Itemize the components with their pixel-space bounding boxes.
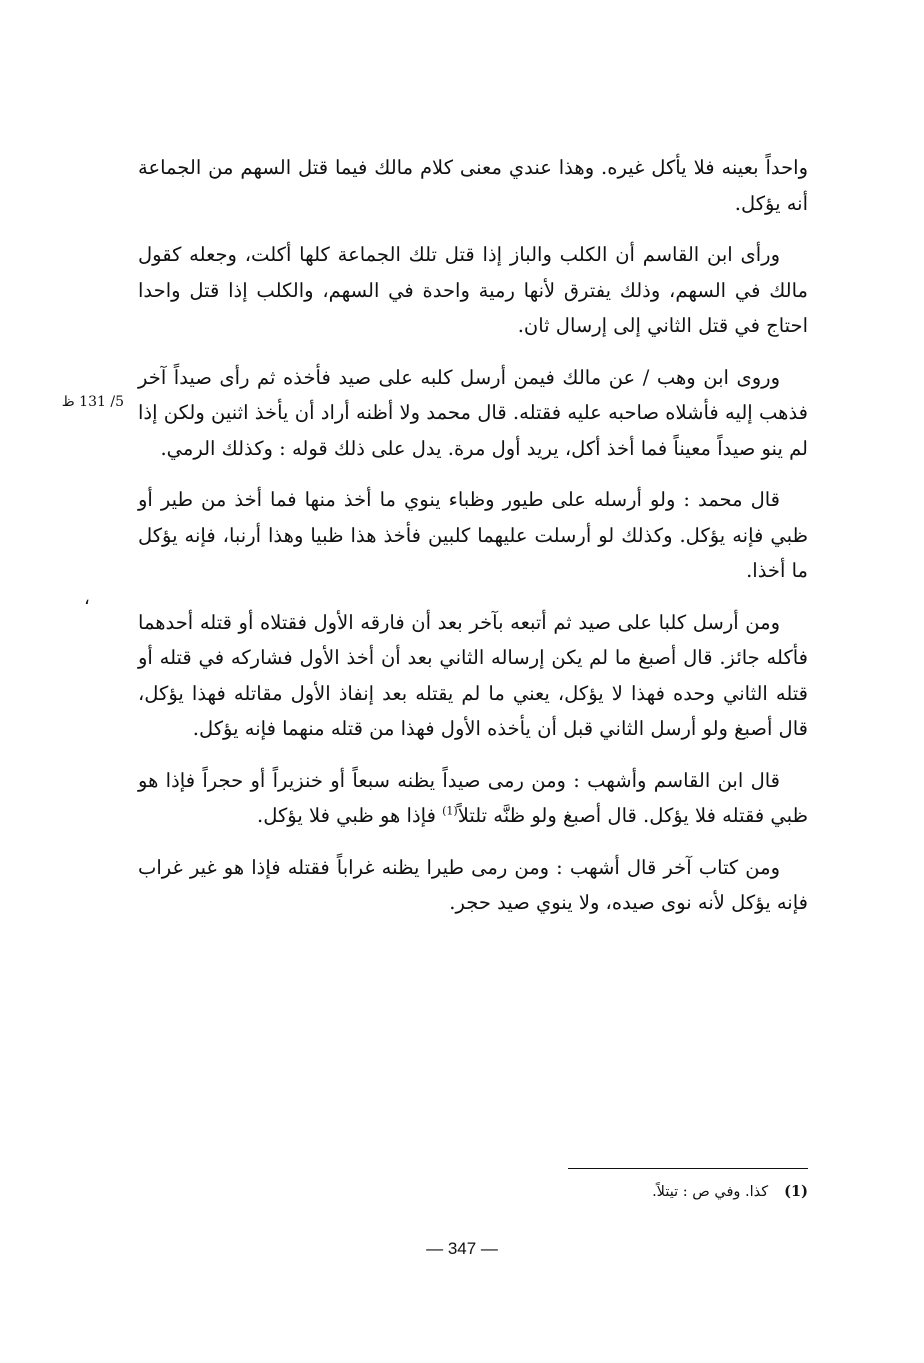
- paragraph-4: قال محمد : ولو أرسله على طيور وظباء ينوي ما أخذ منها فما أخذ من طير أو ظبي فإنه يؤكل. وكذلك لو أرسلت عليهما كلبين فأخذ هذا ظبيا وهذا أرنبا، فإنه يؤكل ما أخذا.: [138, 488, 808, 582]
- paragraph-6-text-after: فإذا هو ظبي فلا يؤكل.: [257, 804, 443, 827]
- paragraph-6: [138, 763, 808, 834]
- footnote-divider: [568, 1168, 808, 1169]
- page-number: — 347 —: [426, 1239, 498, 1258]
- paragraph-7: ومن كتاب آخر قال أشهب : ومن رمى طيرا يظنه غراباً فقتله فإذا هو غير غراب فإنه يؤكل لأنه نوى صيده، ولا ينوي صيد حجر.: [138, 855, 808, 914]
- main-text: [138, 150, 808, 937]
- paragraph-6-text-before: قال ابن القاسم وأشهب : ومن رمى صيداً يظنه سبعاً أو خنزيراً أو حجراً فإذا هو ظبي فقتله فلا يؤكل. قال أصبغ ولو ظنَّه تلتلاً: [138, 768, 808, 827]
- paragraph-1: واحداً بعينه فلا يأكل غيره. وهذا عندي معنى كلام مالك فيما قتل السهم من الجماعة أنه يؤكل.: [138, 156, 808, 215]
- paragraph-5: ومن أرسل كلبا على صيد ثم أتبعه بآخر بعد أن فارقه الأول فقتلاه أو قتله أحدهما فأكله جائز. قال أصبغ ما لم يكن إرساله الثاني بعد أن أخذ الأول فشاركه في قتله أو قتله الثاني وحده فهذا لا يؤكل، يعني ما لم يقتله بعد إنفاذ الأول مقاتله فهذا يؤكل، قال أصبغ ولو أرسل الثاني قبل أن يأخذه الأول فهذا من قتله منهما فإنه يؤكل.: [138, 610, 808, 740]
- footnote-number: (1): [784, 1183, 808, 1200]
- footnote-reference[interactable]: (1): [442, 804, 458, 818]
- paragraph-2: ورأى ابن القاسم أن الكلب والباز إذا قتل تلك الجماعة كلها أكلت، وجعله كقول مالك في السهم، وذلك يفترق لأنها رمية واحدة في السهم، والكلب إذا قتل واحدا احتاج في قتل الثاني إلى إرسال ثان.: [138, 243, 808, 337]
- margin-mark: ،: [84, 588, 90, 609]
- paragraph-3: وروى ابن وهب / عن مالك فيمن أرسل كلبه على صيد فأخذه ثم رأى صيداً آخر فذهب إليه فأشلاه صاحبه عليه فقتله. قال محمد ولا أظنه أراد أن يأخذ اثنين ولكن إذا لم ينو صيداً معيناً فما أخذ أكل، يريد أول مرة. يدل على ذلك قوله : وكذلك الرمي.: [138, 365, 808, 460]
- footnote-text: كذا. وفي ص : تيتلاً.: [652, 1184, 769, 1200]
- margin-folio-reference: 5/ 131 ظ: [61, 394, 124, 410]
- footnote: [652, 1183, 808, 1200]
